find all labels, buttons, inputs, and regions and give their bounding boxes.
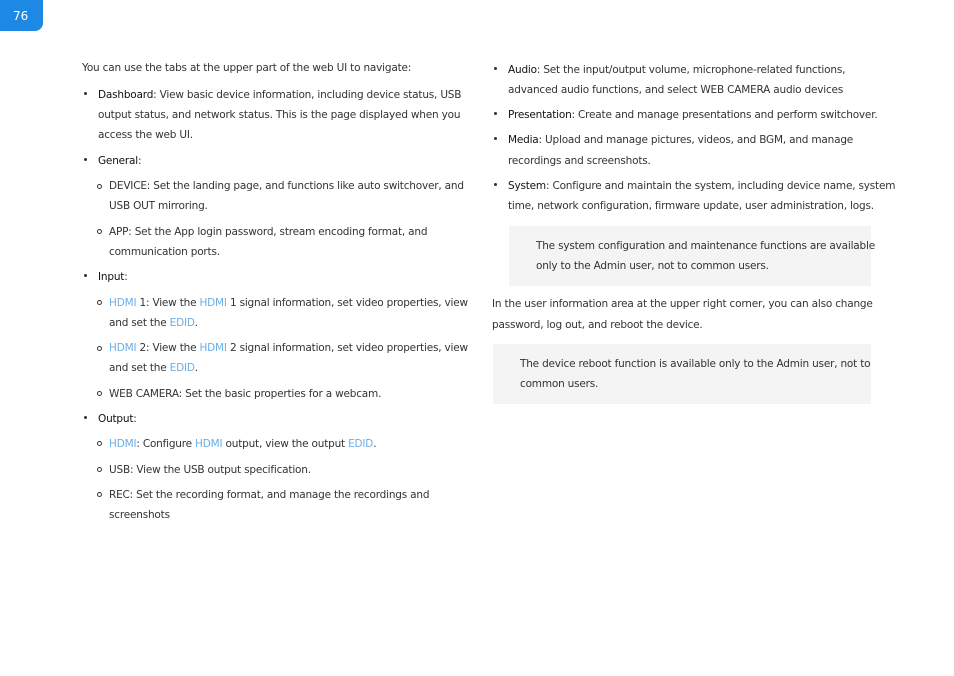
bullet-dot xyxy=(494,183,497,186)
input-hdmi2-text-b: 2 signal information, set video properties, view xyxy=(226,342,468,354)
page-number-tab xyxy=(0,0,43,31)
edid-link[interactable]: EDID xyxy=(169,317,195,329)
dashboard-line-2: output status, and network status. This is the page displayed when you xyxy=(98,109,461,121)
bullet-dot xyxy=(494,112,497,115)
dashboard-term: Dashboard xyxy=(98,89,154,101)
bullet-dot xyxy=(84,92,87,95)
output-hdmi-line xyxy=(109,434,376,454)
bullet-dot xyxy=(84,274,87,277)
output-heading xyxy=(98,409,137,429)
audio-line-2: advanced audio functions, and select WEB CAMERA audio devices xyxy=(508,84,844,96)
edid-link[interactable]: EDID xyxy=(169,362,195,374)
general-app-line-2: communication ports. xyxy=(109,246,220,258)
bullet-dot xyxy=(84,416,87,419)
admin-note-line-2: only to the Admin user, not to common users. xyxy=(536,260,769,272)
bullet-dot xyxy=(494,137,497,140)
general-heading xyxy=(98,151,141,171)
period: . xyxy=(194,362,198,374)
presentation-desc: : Create and manage presentations and perform switchover. xyxy=(571,109,878,121)
input-hdmi1-text-a: 1: View the xyxy=(139,297,200,309)
reboot-note-box xyxy=(493,344,871,404)
media-term: Media xyxy=(508,134,539,146)
input-colon: : xyxy=(124,271,128,283)
period: . xyxy=(373,438,377,450)
system-term: System xyxy=(508,180,546,192)
output-usb-line: USB: View the USB output specification. xyxy=(109,464,311,476)
input-term: Input xyxy=(98,271,125,283)
input-hdmi1-line-2 xyxy=(109,313,198,333)
hdmi-link[interactable]: HDMI xyxy=(199,342,227,354)
sub-bullet-circle xyxy=(97,441,102,446)
general-device-line-1: DEVICE: Set the landing page, and functions like auto switchover, and xyxy=(109,180,464,192)
output-hdmi-text-b: output, view the output xyxy=(222,438,349,450)
sub-bullet-circle xyxy=(97,300,102,305)
input-hdmi2-text-a: 2: View the xyxy=(139,342,200,354)
audio-term: Audio xyxy=(508,64,537,76)
media-line-1 xyxy=(508,130,853,150)
dashboard-desc: : View basic device information, including device status, USB xyxy=(153,89,462,101)
presentation-line xyxy=(508,105,878,125)
audio-line-1 xyxy=(508,60,845,80)
sub-bullet-circle xyxy=(97,467,102,472)
output-rec-line-2: screenshots xyxy=(109,509,170,521)
user-info-line-1: In the user information area at the upper right corner, you can also change xyxy=(492,298,873,310)
reboot-note-line-1: The device reboot function is available only to the Admin user, not to xyxy=(520,358,871,370)
input-hdmi1-text-c: and set the xyxy=(109,317,170,329)
input-hdmi2-line-1 xyxy=(109,338,468,358)
input-hdmi2-line-2 xyxy=(109,358,198,378)
general-term: General xyxy=(98,155,138,167)
page-number: 76 xyxy=(13,8,29,23)
sub-bullet-circle xyxy=(97,391,102,396)
reboot-note-line-2: common users. xyxy=(520,378,599,390)
hdmi-link[interactable]: HDMI xyxy=(199,297,227,309)
input-hdmi2-text-c: and set the xyxy=(109,362,170,374)
general-colon: : xyxy=(137,155,142,167)
admin-note-line-1: The system configuration and maintenance functions are available xyxy=(536,240,875,252)
presentation-term: Presentation xyxy=(508,109,572,121)
input-heading xyxy=(98,267,128,287)
sub-bullet-circle xyxy=(97,492,102,497)
sub-bullet-circle xyxy=(97,229,102,234)
system-desc: : Configure and maintain the system, including device name, system xyxy=(545,180,896,192)
system-line-1 xyxy=(508,176,895,196)
output-colon: : xyxy=(133,413,137,425)
audio-desc: : Set the input/output volume, microphone-related functions, xyxy=(536,64,846,76)
output-hdmi-text-a: : Configure xyxy=(136,438,196,450)
media-desc: : Upload and manage pictures, videos, and BGM, and manage xyxy=(538,134,854,146)
output-rec-line-1: REC: Set the recording format, and manage the recordings and xyxy=(109,489,430,501)
intro-text: You can use the tabs at the upper part of the web UI to navigate: xyxy=(82,62,412,74)
input-webcam-line: WEB CAMERA: Set the basic properties for a webcam. xyxy=(109,388,382,400)
sub-bullet-circle xyxy=(97,346,102,351)
hdmi-link[interactable]: HDMI xyxy=(109,297,137,309)
bullet-dot xyxy=(494,67,497,70)
dashboard-line-1 xyxy=(98,85,461,105)
input-hdmi1-text-b: 1 signal information, set video properties, view xyxy=(226,297,468,309)
edid-link[interactable]: EDID xyxy=(348,438,374,450)
bullet-dot xyxy=(84,158,87,161)
hdmi-link[interactable]: HDMI xyxy=(109,342,137,354)
hdmi-link[interactable]: HDMI xyxy=(195,438,223,450)
input-hdmi1-line-1 xyxy=(109,293,468,313)
system-line-2: time, network configuration, firmware update, user administration, logs. xyxy=(508,200,874,212)
sub-bullet-circle xyxy=(97,184,102,189)
hdmi-link[interactable]: HDMI xyxy=(109,438,137,450)
media-line-2: recordings and screenshots. xyxy=(508,155,651,167)
admin-note-box xyxy=(509,226,875,286)
user-info-line-2: password, log out, and reboot the device. xyxy=(492,319,703,331)
general-device-line-2: USB OUT mirroring. xyxy=(109,200,208,212)
dashboard-line-3: access the web UI. xyxy=(98,129,193,141)
output-term: Output xyxy=(98,413,134,425)
general-app-line-1: APP: Set the App login password, stream encoding format, and xyxy=(109,226,428,238)
period: . xyxy=(194,317,198,329)
